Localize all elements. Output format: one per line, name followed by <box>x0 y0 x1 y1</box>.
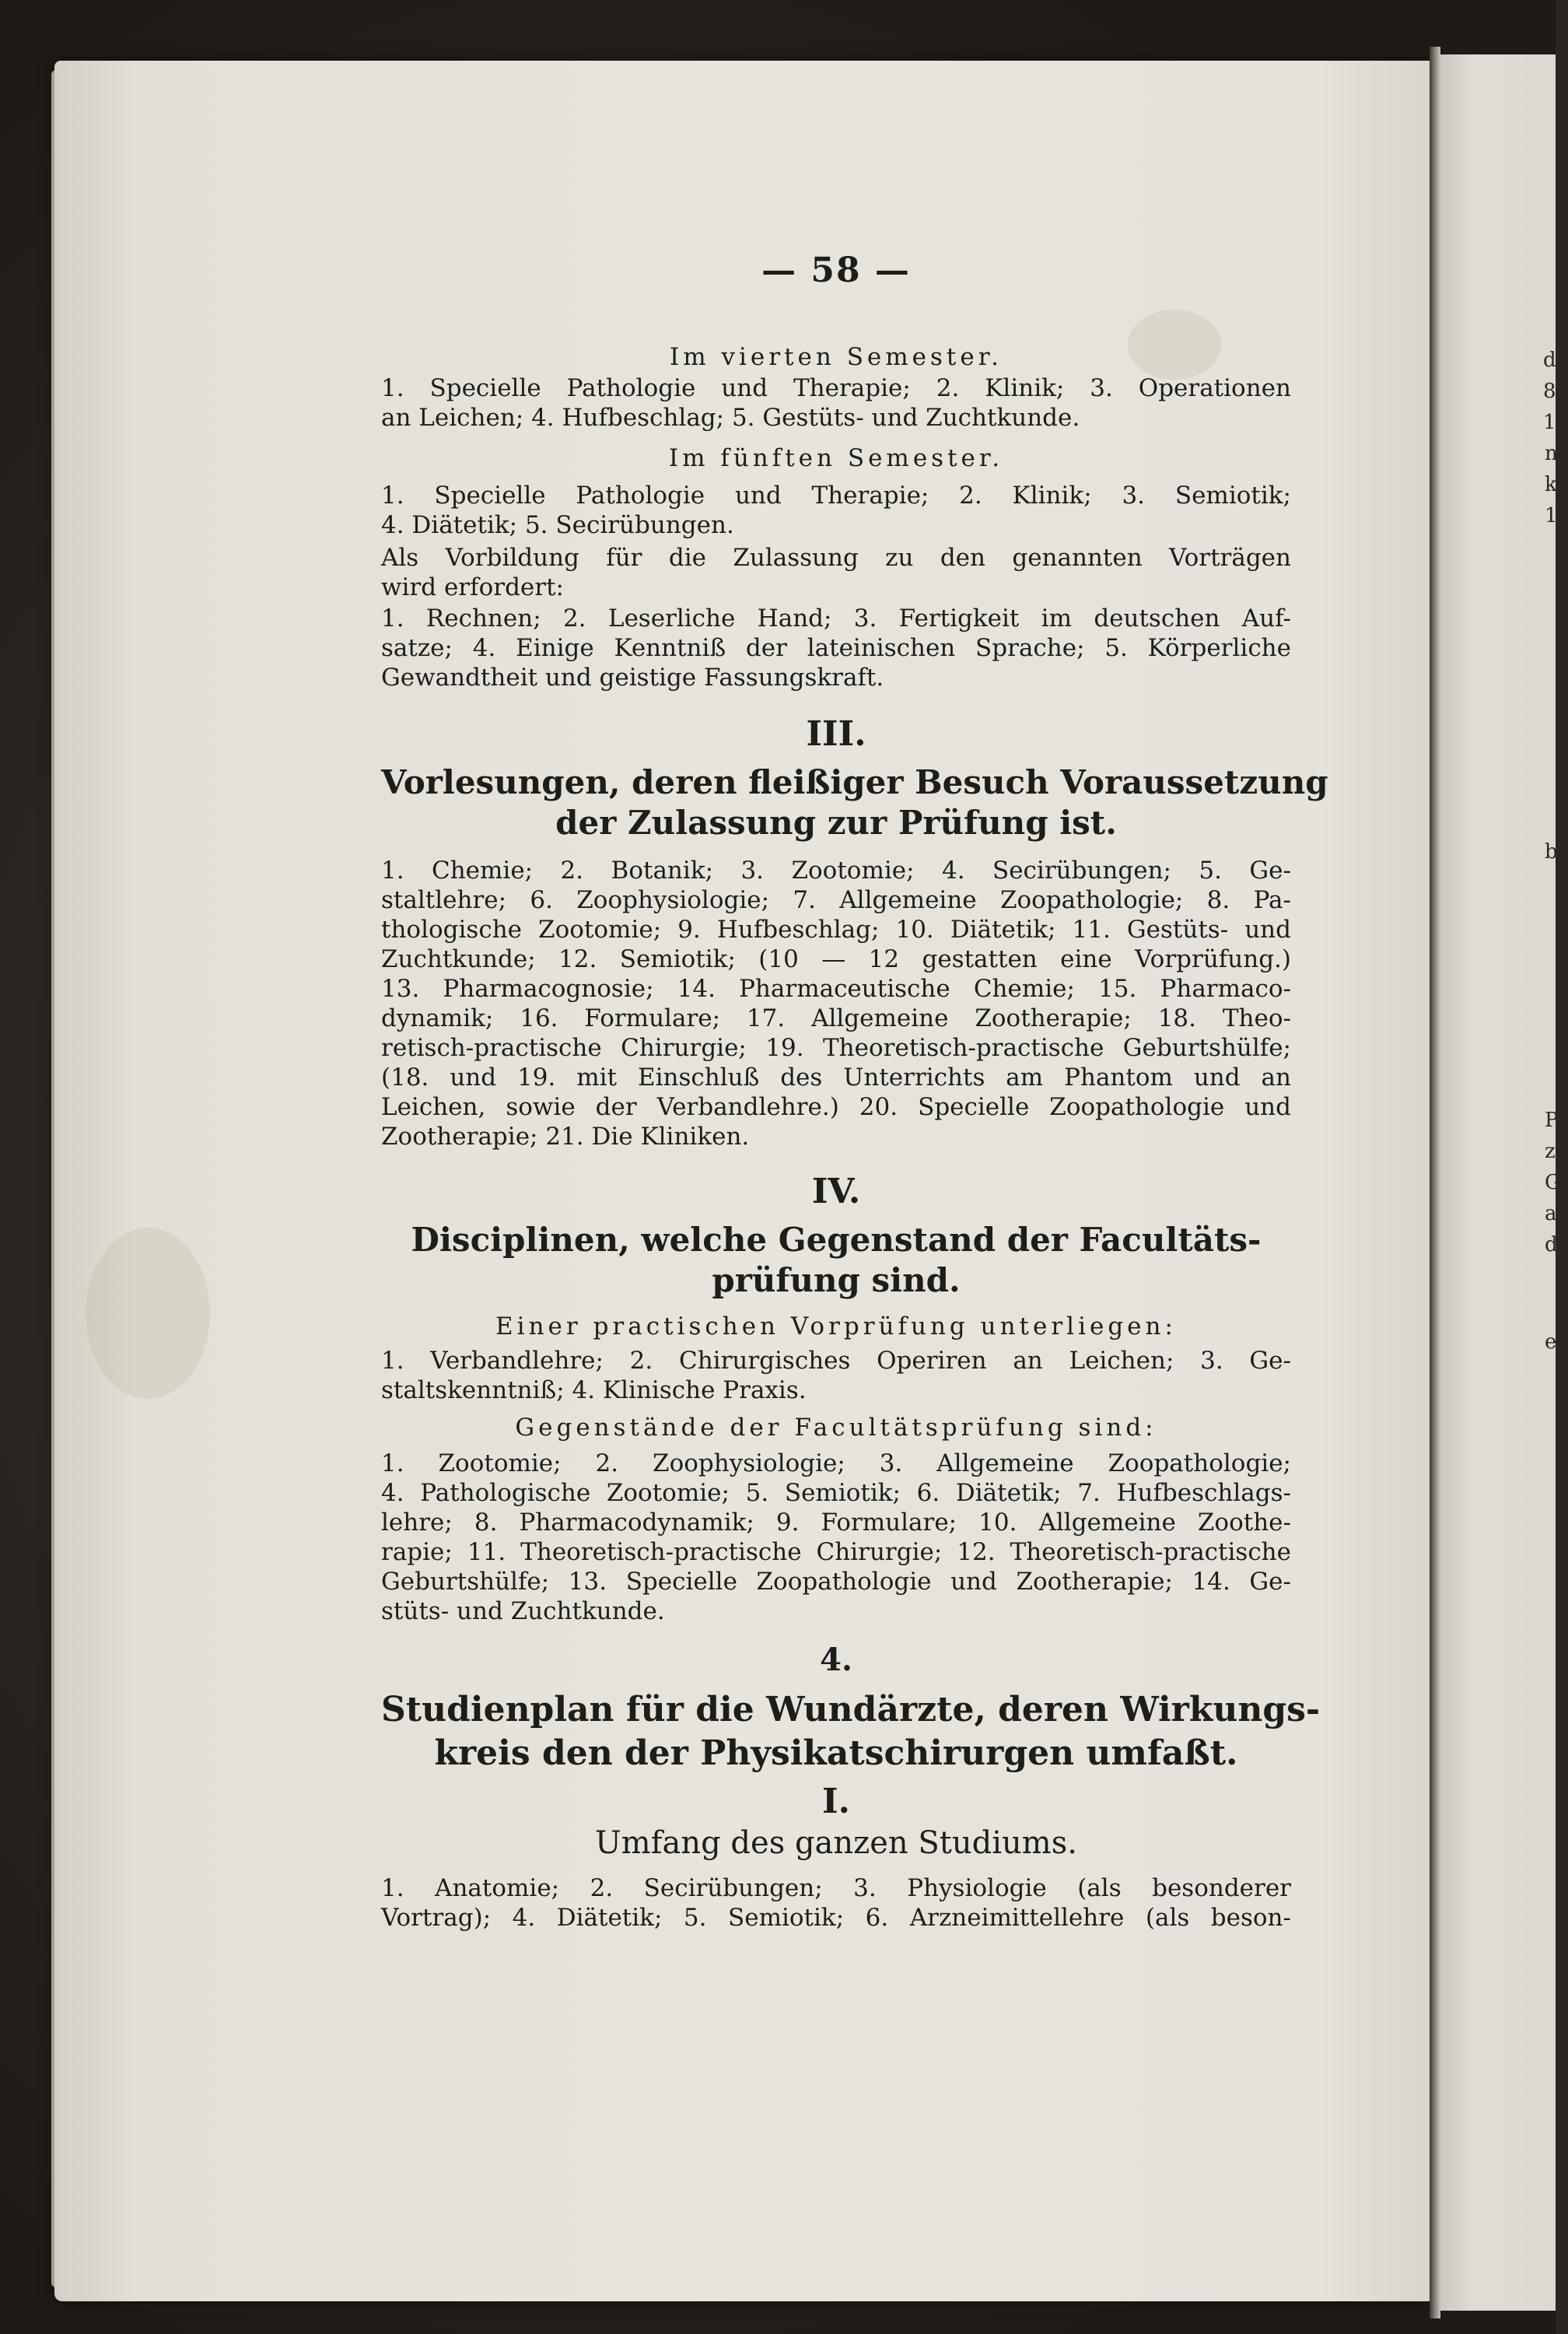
next-page-fragment: 1( <box>1543 411 1564 434</box>
section-title: Umfang des ganzen Studiums. <box>595 1825 1077 1861</box>
chapter-title: Studienplan für die Wundärzte, deren Wirkungs- <box>381 1690 1321 1729</box>
text-line: an Leichen; 4. Hufbeschlag; 5. Gestüts- und Zuchtkunde. <box>381 404 1080 432</box>
text-line: 4. Pathologische Zootomie; 5. Semiotik; 6. Diätetik; 7. Hufbeschlags- <box>381 1479 1291 1507</box>
next-page-fragment: a <box>1545 1202 1557 1225</box>
next-page-fragment: 8. <box>1543 380 1563 403</box>
section-number: IV. <box>811 1172 861 1211</box>
text-line: Zuchtkunde; 12. Semiotik; (10 — 12 gestatten eine Vorprüfung.) <box>381 945 1291 973</box>
text-line: satze; 4. Einige Kenntniß der lateinischen Sprache; 5. Körperliche <box>381 634 1291 662</box>
text-line: Als Vorbildung für die Zulassung zu den genannten Vorträgen <box>381 544 1291 572</box>
section-subheading: Einer practischen Vorprüfung unterliegen: <box>495 1312 1177 1340</box>
next-page-fragment: de <box>1543 349 1568 372</box>
next-page-fragment: z <box>1545 1140 1556 1163</box>
next-page-fragment: 1 <box>1545 504 1558 527</box>
text-line: Zootherapie; 21. Die Kliniken. <box>381 1123 750 1151</box>
section-subheading: Gegenstände der Facultätsprüfung sind: <box>515 1414 1157 1442</box>
text-line: 1. Verbandlehre; 2. Chirurgisches Operiren an Leichen; 3. Ge- <box>381 1347 1291 1375</box>
text-line: Gewandtheit und geistige Fassungskraft. <box>381 664 884 692</box>
text-line: Geburtshülfe; 13. Specielle Zoopathologie und Zootherapie; 14. Ge- <box>381 1568 1291 1596</box>
next-page-fragment: G <box>1545 1171 1561 1194</box>
text-line: 1. Zootomie; 2. Zoophysiologie; 3. Allgemeine Zoopathologie; <box>381 1449 1291 1477</box>
text-line: 1. Chemie; 2. Botanik; 3. Zootomie; 4. Secirübungen; 5. Ge- <box>381 857 1291 885</box>
chapter-number: 4. <box>820 1642 852 1678</box>
section-subheading: Im fünften Semester. <box>668 444 1004 472</box>
text-line: stüts- und Zuchtkunde. <box>381 1597 665 1625</box>
text-line: 1. Specielle Pathologie und Therapie; 2. Klinik; 3. Semiotik; <box>381 482 1291 510</box>
text-line: dynamik; 16. Formulare; 17. Allgemeine Zootherapie; 18. Theo- <box>381 1004 1291 1032</box>
text-line: thologische Zootomie; 9. Hufbeschlag; 10. Diätetik; 11. Gestüts- und <box>381 916 1291 944</box>
text-line: Leichen, sowie der Verbandlehre.) 20. Specielle Zoopathologie und <box>381 1093 1291 1121</box>
text-line: (18. und 19. mit Einschluß des Unterrichts am Phantom und an <box>381 1064 1291 1092</box>
section-title: prüfung sind. <box>712 1261 961 1299</box>
text-line: lehre; 8. Pharmacodynamik; 9. Formulare; 10. Allgemeine Zoothe- <box>381 1509 1291 1537</box>
text-line: wird erfordert: <box>381 573 564 601</box>
text-line: 4. Diätetik; 5. Secirübungen. <box>381 511 734 539</box>
text-line: rapie; 11. Theoretisch-practische Chirurgie; 12. Theoretisch-practische <box>381 1538 1291 1566</box>
next-page-fragment: d <box>1545 1233 1558 1256</box>
paper-stain <box>86 1228 210 1399</box>
text-line: 1. Rechnen; 2. Leserliche Hand; 3. Fertigkeit im deutschen Auf- <box>381 605 1291 633</box>
next-page-fragment: n <box>1545 442 1558 465</box>
section-number: III. <box>806 714 866 754</box>
page-number: — 58 — <box>761 251 911 290</box>
next-page-fragment: e <box>1545 1330 1557 1354</box>
next-page-fragment: b <box>1545 840 1558 864</box>
section-number: I. <box>822 1782 850 1821</box>
text-line: Vortrag); 4. Diätetik; 5. Semiotik; 6. Arzneimittellehre (als beson- <box>381 1904 1291 1932</box>
text-line: 13. Pharmacognosie; 14. Pharmaceutische Chemie; 15. Pharmaco- <box>381 975 1291 1003</box>
next-page-fragment: k <box>1545 473 1557 496</box>
section-title: der Zulassung zur Prüfung ist. <box>555 804 1117 842</box>
section-subheading: Im vierten Semester. <box>669 343 1003 371</box>
section-title: Disciplinen, welche Gegenstand der Facultäts- <box>411 1221 1262 1259</box>
text-line: 1. Anatomie; 2. Secirübungen; 3. Physiologie (als besonderer <box>381 1874 1291 1902</box>
section-title: Vorlesungen, deren fleißiger Besuch Voraussetzung <box>381 763 1328 801</box>
next-page-fragment: P <box>1545 1109 1559 1132</box>
text-line: retisch-practische Chirurgie; 19. Theoretisch-practische Geburtshülfe; <box>381 1034 1291 1062</box>
text-line: staltlehre; 6. Zoophysiologie; 7. Allgemeine Zoopathologie; 8. Pa- <box>381 886 1291 914</box>
text-line: 1. Specielle Pathologie und Therapie; 2. Klinik; 3. Operationen <box>381 374 1291 402</box>
text-line: staltskenntniß; 4. Klinische Praxis. <box>381 1376 807 1404</box>
book-gutter <box>1430 47 1440 2318</box>
chapter-title: kreis den der Physikatschirurgen umfaßt. <box>434 1733 1238 1773</box>
next-page-edge <box>1440 54 1568 2311</box>
